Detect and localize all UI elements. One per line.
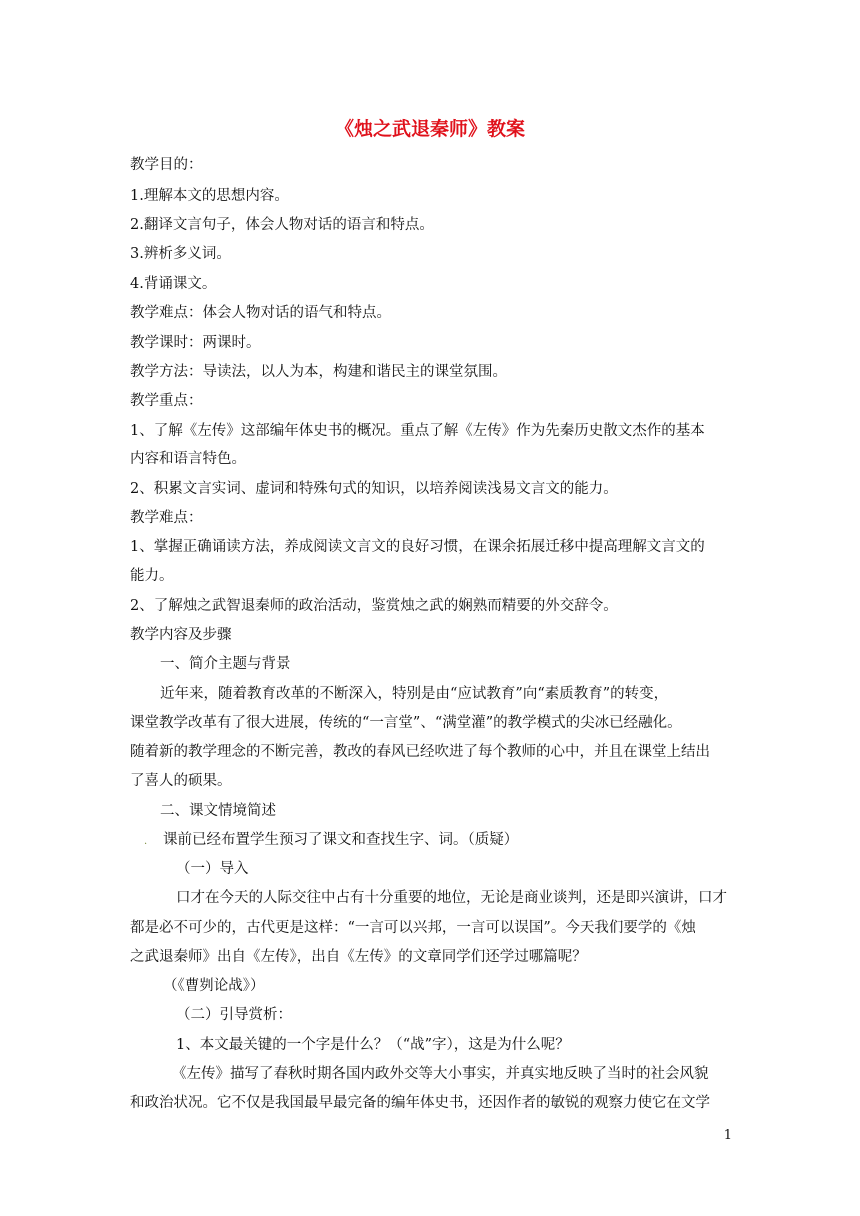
section-heading-difficulties: 教学难点：	[130, 510, 203, 526]
subheading-intro: （一）导入	[176, 861, 249, 877]
intro-para-line-1: 口才在今天的人际交往中占有十分重要的地位，无论是商业谈判，还是即兴演讲，口才	[176, 890, 727, 906]
document-title: 《烛之武退秦师》教案	[334, 118, 525, 140]
section-heading-goals: 教学目的：	[130, 157, 203, 173]
intro-para-line-3: 之武退秦师》出自《左传》，出自《左传》的文章同学们还学过哪篇呢？	[130, 949, 587, 965]
difficulty-line: 教学难点：体会人物对话的语气和特点。	[130, 305, 391, 321]
difficulty-2: 2、了解烛之武智退秦师的政治活动，鉴赏烛之武的娴熟而精要的外交辞令。	[130, 598, 618, 614]
step-heading-1: 一、简介主题与背景	[160, 656, 291, 672]
section-heading-keypoints: 教学重点：	[130, 393, 203, 409]
keypoint-1-line-1: 1、了解《左传》这部编年体史书的概况。重点了解《左传》作为先秦历史散文杰作的基本	[130, 423, 705, 439]
background-para-line-2: 课堂教学改革有了很大进展，传统的“一言堂”、“满堂灌”的教学模式的尖冰已经融化。	[130, 715, 682, 731]
class-hours-line: 教学课时：两课时。	[130, 335, 261, 351]
preview-line: 课前已经布置学生预习了课文和查找生字、词。（质疑）	[163, 832, 519, 848]
goal-item-3: 3.辨析多义词。	[130, 246, 231, 262]
analysis-para-line-2: 和政治状况。它不仅是我国最早最完备的编年体史书，还因作者的敏锐的观察力使它在文学	[130, 1095, 710, 1111]
background-para-line-4: 了喜人的硕果。	[130, 773, 232, 789]
keypoint-2: 2、积累文言实词、虚词和特殊句式的知识，以培养阅读浅易文言文的能力。	[130, 481, 618, 497]
difficulty-1-line-2: 能力。	[130, 568, 174, 584]
method-line: 教学方法：导读法，以人为本，构建和谐民主的课堂氛围。	[130, 364, 507, 380]
page-number: 1	[723, 1128, 732, 1143]
background-para-line-3: 随着新的教学理念的不断完善，教改的春风已经吹进了每个教师的心中，并且在课堂上结出	[130, 744, 710, 760]
intro-para-line-2: 都是必不可少的，古代更是这样：“一言可以兴邦，一言可以误国”。今天我们要学的《烛	[130, 920, 696, 936]
analysis-question-1: 1、本文最关键的一个字是什么？（“战”字），这是为什么呢？	[176, 1037, 570, 1053]
subheading-analysis: （二）引导赏析：	[176, 1007, 292, 1023]
goal-item-2: 2.翻译文言句子，体会人物对话的语言和特点。	[130, 217, 434, 233]
intro-answer: （《曹刿论战》）	[163, 978, 265, 994]
stray-dot-mark: .	[144, 836, 148, 847]
section-heading-steps: 教学内容及步骤	[130, 627, 232, 643]
step-heading-2: 二、课文情境简述	[160, 803, 276, 819]
analysis-para-line-1: 《左传》描写了春秋时期各国内政外交等大小事实，并真实地反映了当时的社会风貌	[172, 1066, 709, 1082]
goal-item-1: 1.理解本文的思想内容。	[130, 188, 289, 204]
difficulty-1-line-1: 1、掌握正确诵读方法，养成阅读文言文的良好习惯，在课余拓展迁移中提高理解文言文的	[130, 539, 705, 555]
keypoint-1-line-2: 内容和语言特色。	[130, 451, 246, 467]
goal-item-4: 4.背诵课文。	[130, 276, 217, 292]
background-para-line-1: 近年来，随着教育改革的不断深入，特别是由“应试教育”向“素质教育”的转变，	[160, 686, 669, 702]
